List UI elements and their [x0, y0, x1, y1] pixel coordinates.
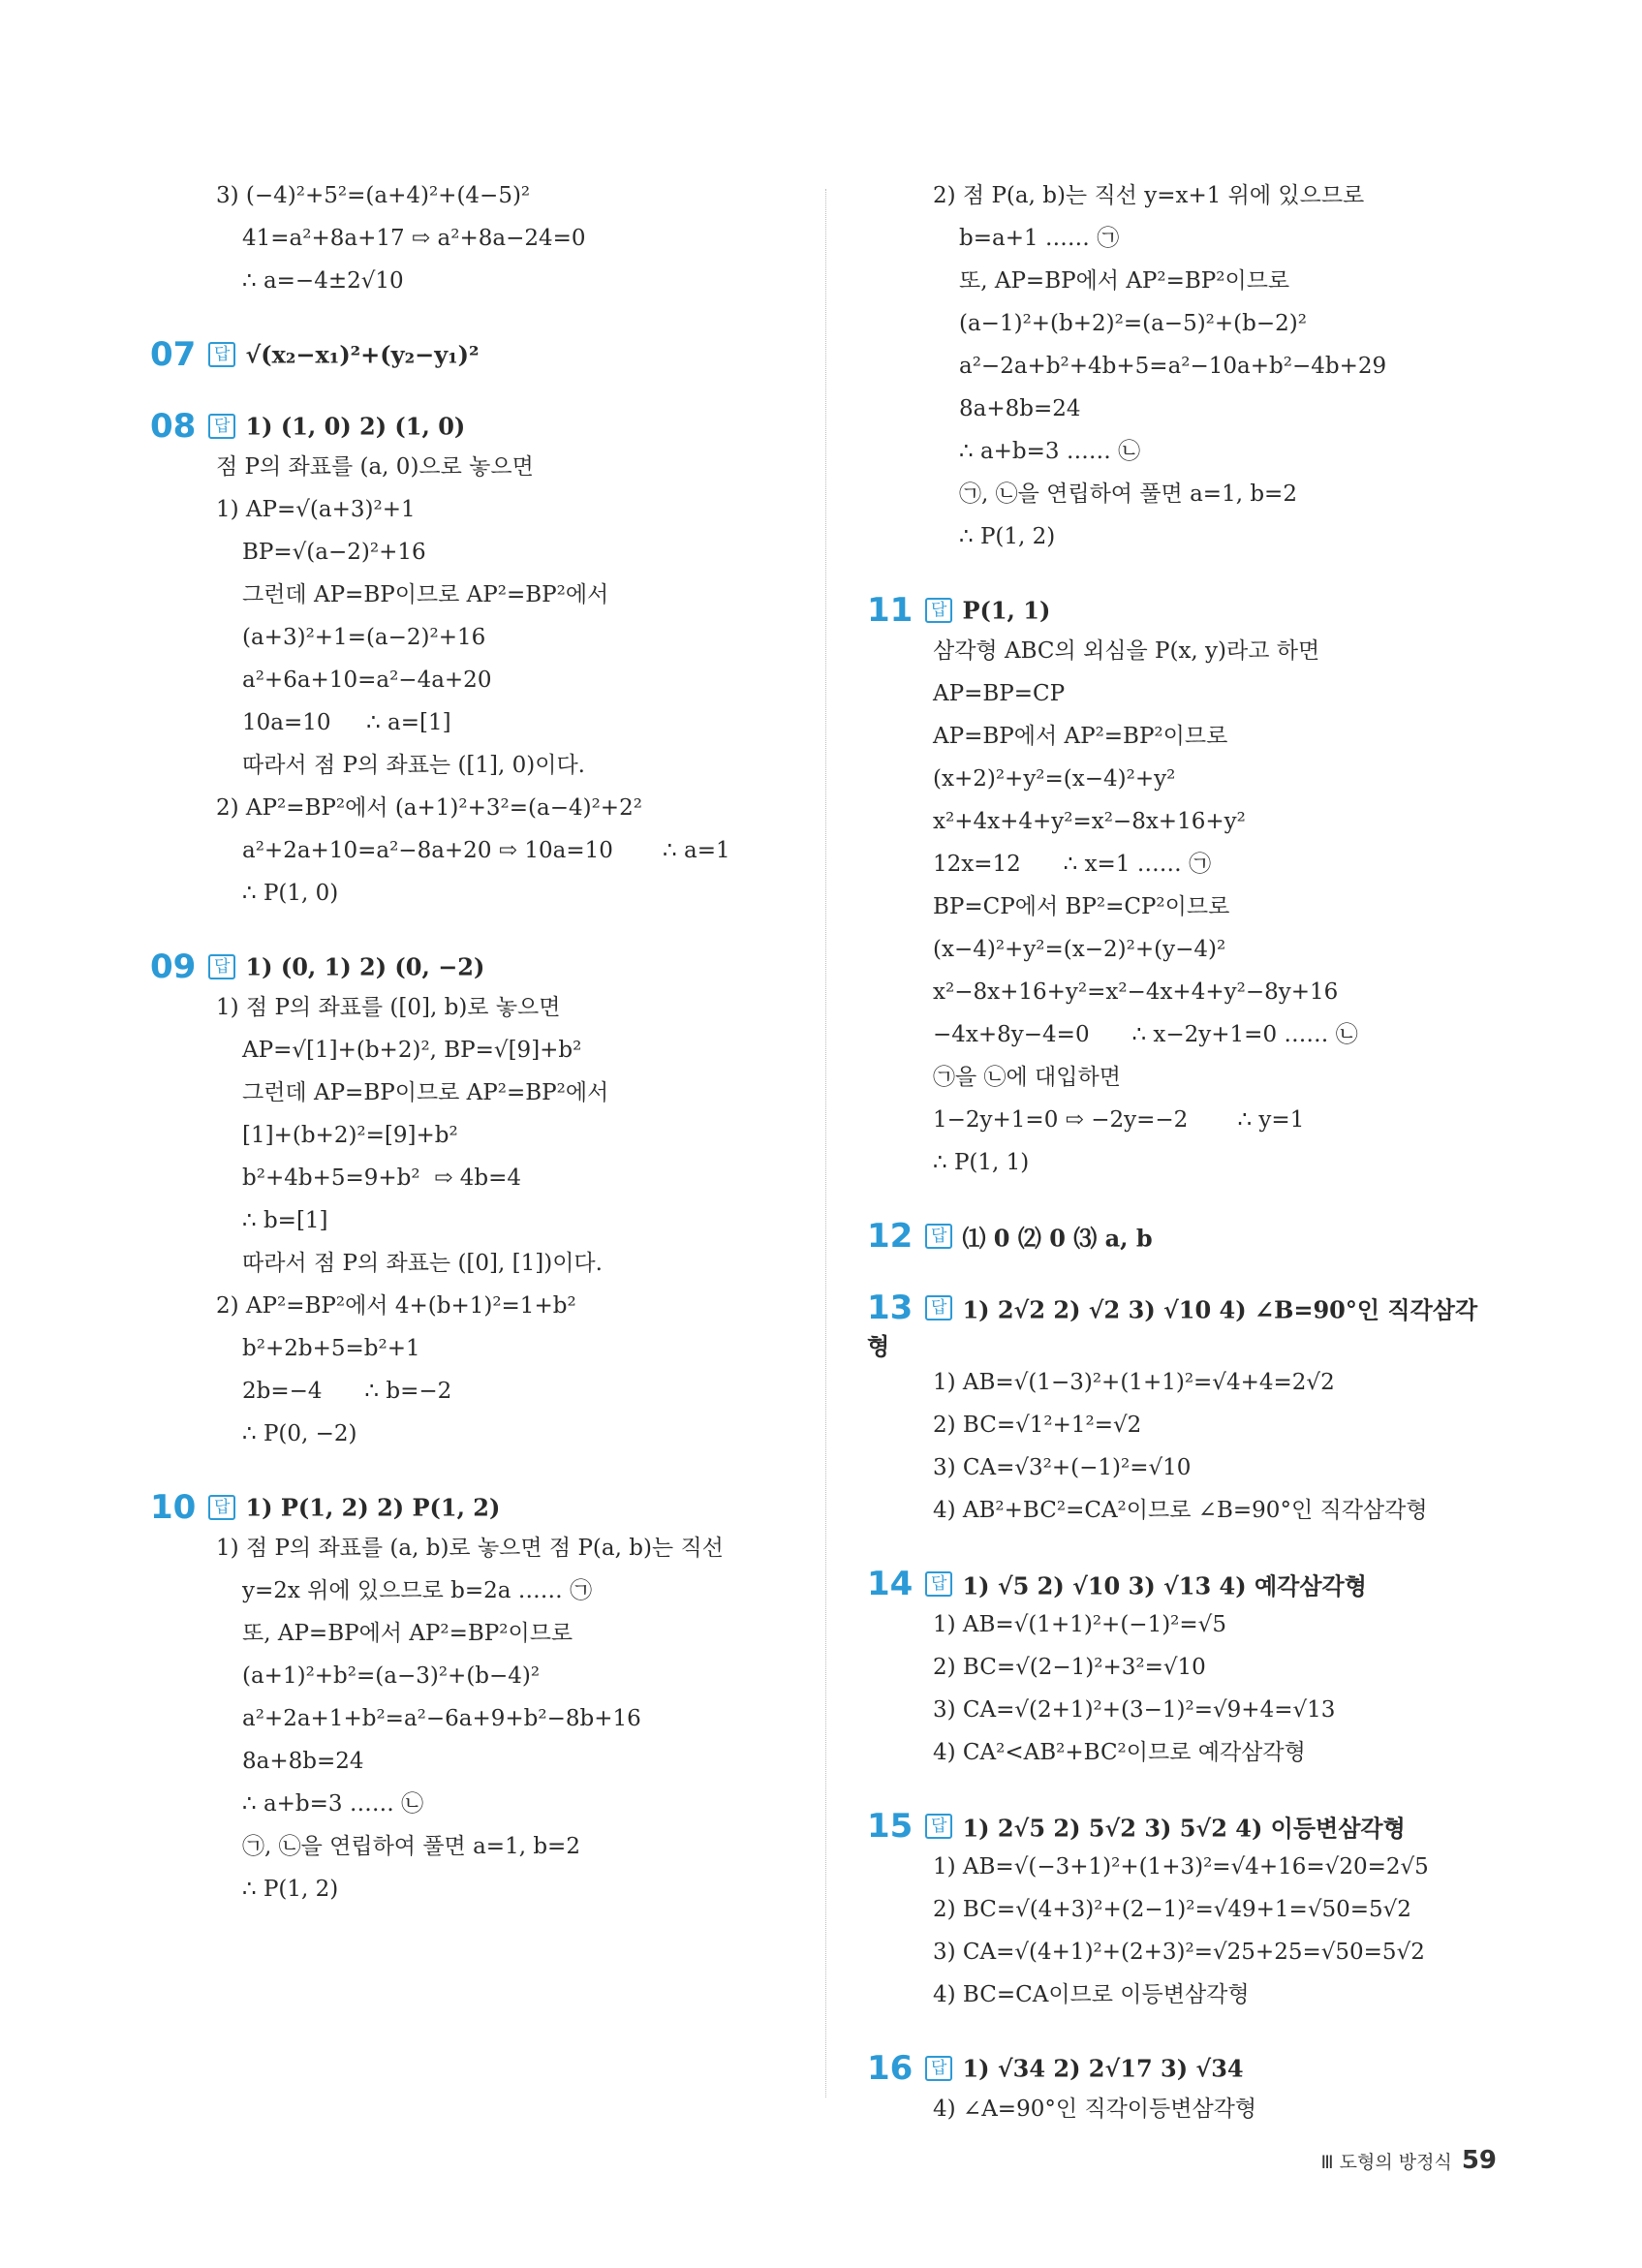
column-divider [825, 189, 826, 2097]
answer-text: 1) (1, 0) 2) (1, 0) [245, 412, 466, 441]
answer-label: 답 [208, 954, 235, 979]
solution-line: 10a=10 ∴ a=[1] [242, 710, 451, 735]
solution-line: AP=√[1]+(b+2)², BP=√[9]+b² [242, 1038, 582, 1063]
answer-label: 답 [208, 342, 235, 367]
problem-number: 07 [150, 335, 197, 374]
answer-text: 1) 2√2 2) √2 3) √10 4) ∠B=90°인 직각삼각형 [867, 1295, 1478, 1360]
problem-number: 12 [867, 1217, 914, 1256]
problem-08 [150, 407, 809, 915]
answer-text: P(1, 1) [962, 596, 1051, 625]
solution-line: AP=BP에서 AP²=BP²이므로 [933, 724, 1228, 749]
solution-line: 2) BC=√1²+1²=√2 [933, 1413, 1142, 1438]
right-column [867, 174, 1487, 2163]
solution-line: a²+2a+10=a²−8a+20 ⇨ 10a=10 ∴ a=1 [242, 838, 730, 863]
problem-number: 15 [867, 1807, 914, 1846]
solution-line: 1) 점 P의 좌표를 ([0], b)로 놓으면 [216, 995, 561, 1020]
answer-text: 1) √34 2) 2√17 3) √34 [962, 2054, 1244, 2083]
problem-11 [867, 591, 1487, 1184]
solution-line: ㉠, ㉡을 연립하여 풀면 a=1, b=2 [959, 482, 1297, 507]
solution-line: 4) AB²+BC²=CA²이므로 ∠B=90°인 직각삼각형 [933, 1498, 1428, 1523]
problem-number: 10 [150, 1488, 197, 1527]
problem-number: 11 [867, 591, 914, 630]
solution-line: 8a+8b=24 [242, 1749, 364, 1774]
problem-10-cont [867, 174, 1487, 558]
solution-line: (x+2)²+y²=(x−4)²+y² [933, 766, 1176, 792]
solution-line: ∴ P(1, 2) [959, 524, 1056, 549]
solution-line: 따라서 점 P의 좌표는 ([1], 0)이다. [242, 753, 585, 778]
problem-15 [867, 1807, 1487, 2016]
problem-07 [150, 335, 809, 374]
problem-number: 13 [867, 1289, 914, 1327]
problem-number: 16 [867, 2049, 914, 2088]
solution-line: 4) ∠A=90°인 직각이등변삼각형 [933, 2097, 1257, 2122]
problem-16 [867, 2049, 1487, 2130]
solution-line: (a+1)²+b²=(a−3)²+(b−4)² [242, 1663, 541, 1689]
solution-line: BP=√(a−2)²+16 [242, 540, 426, 565]
solution-line: 2) AP²=BP²에서 4+(b+1)²=1+b² [216, 1293, 576, 1319]
solution-line: (x−4)²+y²=(x−2)²+(y−4)² [933, 937, 1226, 962]
solution-line: ㉠을 ㉡에 대입하면 [933, 1065, 1121, 1090]
answer-header [867, 1289, 1487, 1361]
problem-12 [867, 1217, 1487, 1256]
solution-line: a²−2a+b²+4b+5=a²−10a+b²−4b+29 [959, 354, 1387, 379]
solution-line: 삼각형 ABC의 외심을 P(x, y)라고 하면 [933, 638, 1320, 664]
solution-line: 3) CA=√3²+(−1)²=√10 [933, 1455, 1192, 1480]
answer-label: 답 [925, 1571, 952, 1597]
problem-14 [867, 1565, 1487, 1774]
answer-label: 답 [925, 1295, 952, 1320]
solution-line: ∴ a+b=3 …… ㉡ [959, 439, 1141, 464]
solution-line: 2) AP²=BP²에서 (a+1)²+3²=(a−4)²+2² [216, 795, 642, 821]
problem-number: 14 [867, 1565, 914, 1603]
answer-text: 1) (0, 1) 2) (0, −2) [245, 952, 485, 981]
answer-label: 답 [925, 2056, 952, 2081]
page-footer [1321, 2146, 1498, 2175]
solution-line: AP=BP=CP [933, 681, 1066, 706]
solution-line: 3) (−4)²+5²=(a+4)²+(4−5)² [216, 183, 531, 208]
solution-line: 1) AB=√(1−3)²+(1+1)²=√4+4=2√2 [933, 1370, 1335, 1395]
problem-number: 08 [150, 407, 197, 446]
answer-header [867, 1565, 1487, 1603]
solution-line: ∴ b=[1] [242, 1208, 328, 1233]
answer-header [150, 335, 809, 374]
solution-line: 또, AP=BP에서 AP²=BP²이므로 [959, 268, 1290, 294]
answer-label: 답 [208, 414, 235, 439]
solution-line: ∴ a+b=3 …… ㉡ [242, 1791, 424, 1817]
solution-line: 1−2y+1=0 ⇨ −2y=−2 ∴ y=1 [933, 1107, 1305, 1133]
solution-line: −4x+8y−4=0 ∴ x−2y+1=0 …… ㉡ [933, 1022, 1358, 1047]
answer-header [150, 948, 809, 986]
chapter-title: Ⅲ 도형의 방정식 [1320, 2152, 1452, 2173]
solution-line: a²+6a+10=a²−4a+20 [242, 668, 492, 693]
solution-line: (a+3)²+1=(a−2)²+16 [242, 625, 486, 650]
solution-line: 따라서 점 P의 좌표는 ([0], [1])이다. [242, 1251, 603, 1276]
problem-09 [150, 948, 809, 1455]
solution-line: 1) 점 P의 좌표를 (a, b)로 놓으면 점 P(a, b)는 직선 [216, 1536, 724, 1561]
solution-line: b²+4b+5=9+b² ⇨ 4b=4 [242, 1165, 522, 1191]
solution-line: ∴ a=−4±2√10 [242, 268, 404, 294]
answer-header [867, 1807, 1487, 1846]
solution-line: 3) CA=√(4+1)²+(2+3)²=√25+25=√50=5√2 [933, 1940, 1425, 1965]
solution-line: 8a+8b=24 [959, 396, 1081, 421]
answer-text: 1) 2√5 2) 5√2 3) 5√2 4) 이등변삼각형 [962, 1814, 1406, 1843]
solution-line: 4) CA²<AB²+BC²이므로 예각삼각형 [933, 1740, 1306, 1765]
solution-line: a²+2a+1+b²=a²−6a+9+b²−8b+16 [242, 1706, 641, 1731]
solution-line: 또, AP=BP에서 AP²=BP²이므로 [242, 1621, 573, 1646]
solution-line: b²+2b+5=b²+1 [242, 1336, 420, 1361]
answer-header [150, 1488, 809, 1527]
solution-line: ∴ P(1, 2) [242, 1877, 339, 1902]
solution-line: 2) BC=√(2−1)²+3²=√10 [933, 1655, 1206, 1680]
solution-line: b=a+1 …… ㉠ [959, 226, 1120, 251]
solution-line: x²−8x+16+y²=x²−4x+4+y²−8y+16 [933, 979, 1339, 1005]
solution-line: 1) AB=√(−3+1)²+(1+3)²=√4+16=√20=2√5 [933, 1854, 1429, 1880]
solution-line: 2b=−4 ∴ b=−2 [242, 1379, 452, 1404]
page-number: 59 [1461, 2146, 1497, 2175]
solution-line: 12x=12 ∴ x=1 …… ㉠ [933, 852, 1212, 877]
solution-line: 1) AP=√(a+3)²+1 [216, 497, 416, 522]
solution-line: 그런데 AP=BP이므로 AP²=BP²에서 [242, 582, 609, 607]
answer-text: 1) √5 2) √10 3) √13 4) 예각삼각형 [962, 1571, 1367, 1600]
solution-line: x²+4x+4+y²=x²−8x+16+y² [933, 809, 1246, 834]
problem-13 [867, 1289, 1487, 1532]
solution-line: (a−1)²+(b+2)²=(a−5)²+(b−2)² [959, 311, 1307, 336]
problem-10 [150, 1488, 809, 1911]
solution-line: [1]+(b+2)²=[9]+b² [242, 1123, 458, 1148]
solution-line: 그런데 AP=BP이므로 AP²=BP²에서 [242, 1080, 609, 1105]
answer-header [150, 407, 809, 446]
solution-line: 3) CA=√(2+1)²+(3−1)²=√9+4=√13 [933, 1697, 1336, 1723]
problem-number: 09 [150, 948, 197, 986]
problem-06-cont [150, 174, 809, 302]
solution-line: 4) BC=CA이므로 이등변삼각형 [933, 1982, 1250, 2007]
solution-line: BP=CP에서 BP²=CP²이므로 [933, 894, 1230, 919]
left-column [150, 174, 809, 1943]
answer-label: 답 [925, 598, 952, 623]
solution-line: y=2x 위에 있으므로 b=2a …… ㉠ [242, 1578, 593, 1603]
answer-header [867, 2049, 1487, 2088]
solution-line: ∴ P(1, 0) [242, 881, 339, 906]
answer-header [867, 1217, 1487, 1256]
answer-label: 답 [208, 1495, 235, 1520]
solution-line: 2) 점 P(a, b)는 직선 y=x+1 위에 있으므로 [933, 183, 1365, 208]
answer-label: 답 [925, 1224, 952, 1249]
solution-line: ㉠, ㉡을 연립하여 풀면 a=1, b=2 [242, 1834, 580, 1859]
solution-line: ∴ P(1, 1) [933, 1150, 1030, 1175]
solution-line: 41=a²+8a+17 ⇨ a²+8a−24=0 [242, 226, 586, 251]
answer-text: 1) P(1, 2) 2) P(1, 2) [245, 1493, 501, 1522]
answer-label: 답 [925, 1814, 952, 1839]
solution-line: 2) BC=√(4+3)²+(2−1)²=√49+1=√50=5√2 [933, 1897, 1411, 1922]
solution-line: ∴ P(0, −2) [242, 1421, 357, 1446]
answer-header [867, 591, 1487, 630]
answer-text: √(x₂−x₁)²+(y₂−y₁)² [245, 340, 480, 369]
solution-line: 점 P의 좌표를 (a, 0)으로 놓으면 [216, 454, 534, 480]
solution-line: 1) AB=√(1+1)²+(−1)²=√5 [933, 1612, 1226, 1637]
answer-text: ⑴ 0 ⑵ 0 ⑶ a, b [962, 1224, 1153, 1253]
